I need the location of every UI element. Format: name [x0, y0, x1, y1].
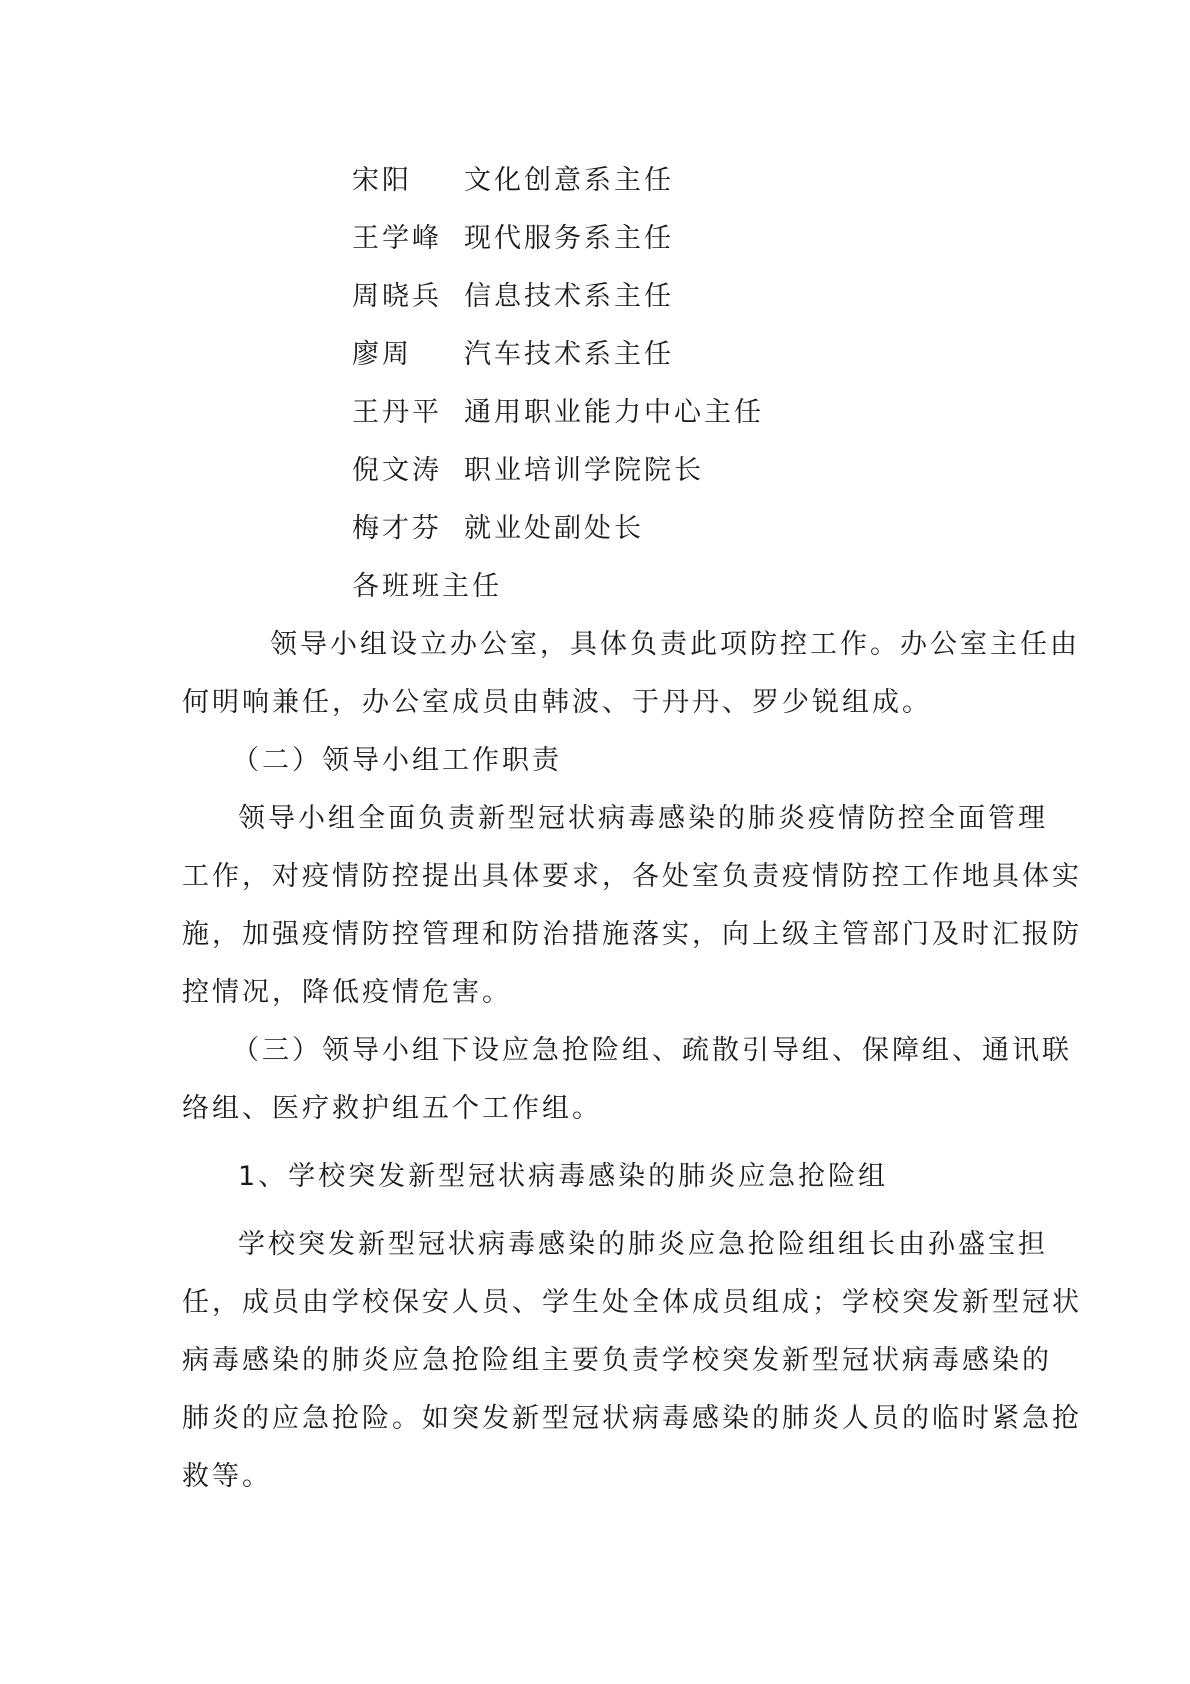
member-role: 就业处副处长: [464, 513, 644, 544]
member-role: 现代服务系主任: [464, 223, 674, 254]
member-name: 王学峰: [352, 223, 442, 254]
member-row: [0, 509, 1190, 549]
member-name: 廖周: [352, 339, 412, 370]
member-name: 宋阳: [352, 165, 412, 196]
member-role: 文化创意系主任: [464, 165, 674, 196]
member-row: [0, 451, 1190, 491]
subsection-heading-1: 1、学校突发新型冠状病毒感染的肺炎应急抢险组: [238, 1161, 889, 1192]
member-row: [0, 393, 1190, 433]
member-row: [0, 161, 1190, 201]
section-heading-2: （二）领导小组工作职责: [232, 745, 562, 776]
duty-paragraph-line: 领导小组全面负责新型冠状病毒感染的肺炎疫情防控全面管理: [238, 803, 1048, 834]
office-paragraph-line: 领导小组设立办公室，具体负责此项防控工作。办公室主任由: [270, 629, 1080, 660]
member-role: 通用职业能力中心主任: [464, 397, 764, 428]
member-name: 周晓兵: [352, 281, 442, 312]
office-paragraph-line: 何明响兼任，办公室成员由韩波、于丹丹、罗少锐组成。: [182, 687, 932, 718]
member-role: 信息技术系主任: [464, 281, 674, 312]
member-row: [0, 219, 1190, 259]
rescue-paragraph-line: 学校突发新型冠状病毒感染的肺炎应急抢险组组长由孙盛宝担: [238, 1229, 1048, 1260]
member-name: 倪文涛: [352, 455, 442, 486]
member-row: [0, 335, 1190, 375]
duty-paragraph-line: 控情况，降低疫情危害。: [182, 977, 512, 1008]
rescue-paragraph-line: 病毒感染的肺炎应急抢险组主要负责学校突发新型冠状病毒感染的: [182, 1345, 1052, 1376]
groups-paragraph-line: （三）领导小组下设应急抢险组、疏散引导组、保障组、通讯联: [232, 1035, 1072, 1066]
member-name: 王丹平: [352, 397, 442, 428]
member-name: 梅才芬: [352, 513, 442, 544]
duty-paragraph-line: 工作，对疫情防控提出具体要求，各处室负责疫情防控工作地具体实: [182, 861, 1082, 892]
member-role: 汽车技术系主任: [464, 339, 674, 370]
member-role: 职业培训学院院长: [464, 455, 704, 486]
rescue-paragraph-line: 肺炎的应急抢险。如突发新型冠状病毒感染的肺炎人员的临时紧急抢: [182, 1403, 1082, 1434]
member-row: [0, 277, 1190, 317]
duty-paragraph-line: 施，加强疫情防控管理和防治措施落实，向上级主管部门及时汇报防: [182, 919, 1082, 950]
groups-paragraph-line: 络组、医疗救护组五个工作组。: [182, 1093, 602, 1124]
member-all-class-teachers: 各班班主任: [352, 571, 502, 602]
rescue-paragraph-line: 任，成员由学校保安人员、学生处全体成员组成；学校突发新型冠状: [182, 1287, 1082, 1318]
rescue-paragraph-line: 救等。: [182, 1461, 272, 1492]
